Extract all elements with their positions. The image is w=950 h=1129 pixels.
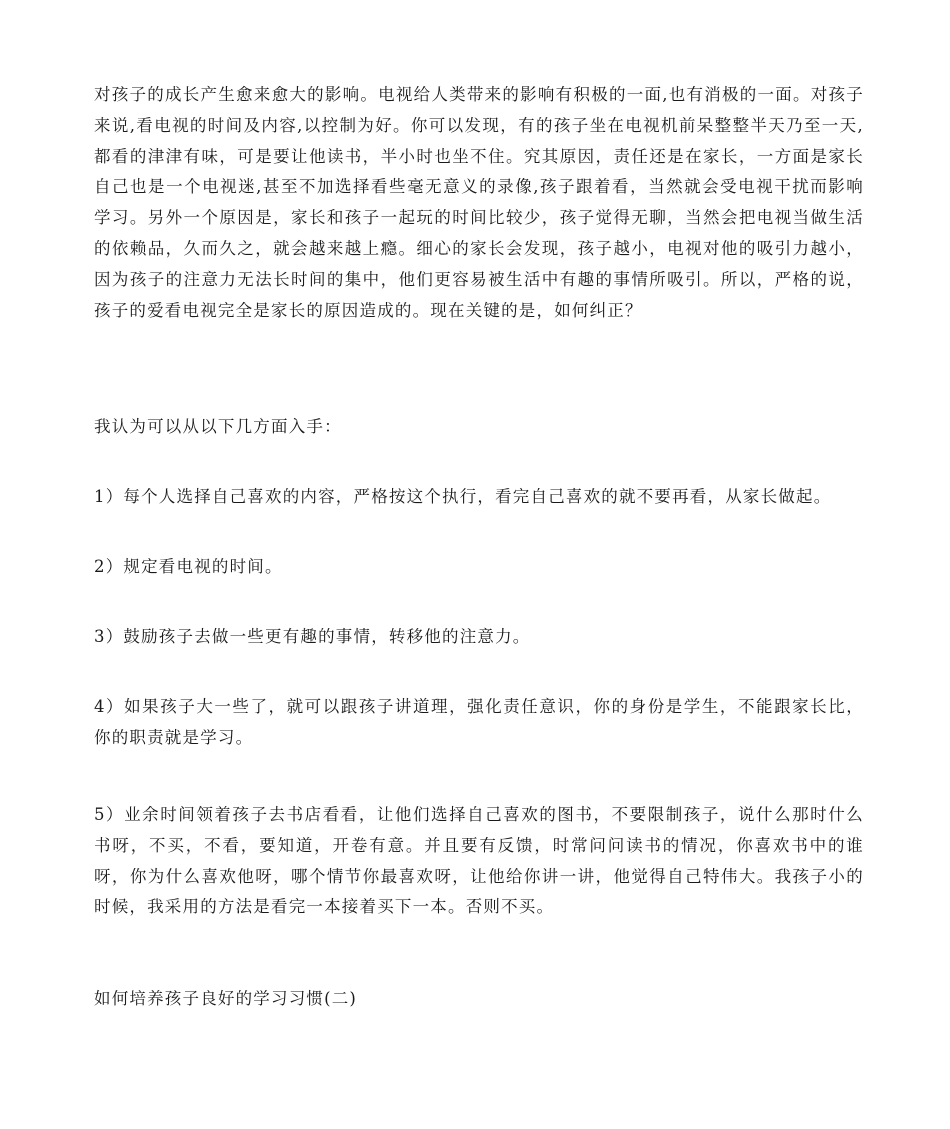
list-item-4: 4）如果孩子大一些了，就可以跟孩子讲道理，强化责任意识，你的身份是学生，不能跟家长比，你的职责就是学习。 [94, 697, 864, 747]
list-item-5: 5）业余时间领着孩子去书店看看，让他们选择自己喜欢的图书，不要限制孩子，说什么那时什么书呀，不买，不看，要知道，开卷有意。并且要有反馈，时常问问读书的情况，你喜欢书中的谁呀，你为什么喜欢他呀，哪个情节你最喜欢呀，让他给你讲一讲，他觉得自己特伟大。我孩子小的时候，我采用的方法是看完一本接着买下一本。否则不买。 [94, 805, 864, 917]
list-item-2: 2）规定看电视的时间。 [94, 557, 283, 576]
section-heading: 如何培养孩子良好的学习习惯(二) [94, 989, 358, 1008]
list-item-3: 3）鼓励孩子去做一些更有趣的事情，转移他的注意力。 [94, 627, 531, 646]
list-item-1: 1）每个人选择自己喜欢的内容，严格按这个执行，看完自己喜欢的就不要再看，从家长做起。 [94, 487, 832, 506]
intro-paragraph: 对孩子的成长产生愈来愈大的影响。电视给人类带来的影响有积极的一面,也有消极的一面。对孩子来说,看电视的时间及内容,以控制为好。你可以发现，有的孩子坐在电视机前呆整整半天乃至一天,都看的津津有味，可是要让他读书，半小时也坐不住。究其原因，责任还是在家长，一方面是家长自己也是一个电视迷,甚至不加选择看些毫无意义的录像,孩子跟着看，当然就会受电视干扰而影响学习。另外一个原因是，家长和孩子一起玩的时间比较少，孩子觉得无聊，当然会把电视当做生活的依赖品，久而久之，就会越来越上瘾。细心的家长会发现，孩子越小，电视对他的吸引力越小，因为孩子的注意力无法长时间的集中，他们更容易被生活中有趣的事情所吸引。所以，严格的说，孩子的爱看电视完全是家长的原因造成的。现在关键的是，如何纠正？ [94, 85, 864, 320]
lead-paragraph: 我认为可以从以下几方面入手： [94, 417, 342, 436]
